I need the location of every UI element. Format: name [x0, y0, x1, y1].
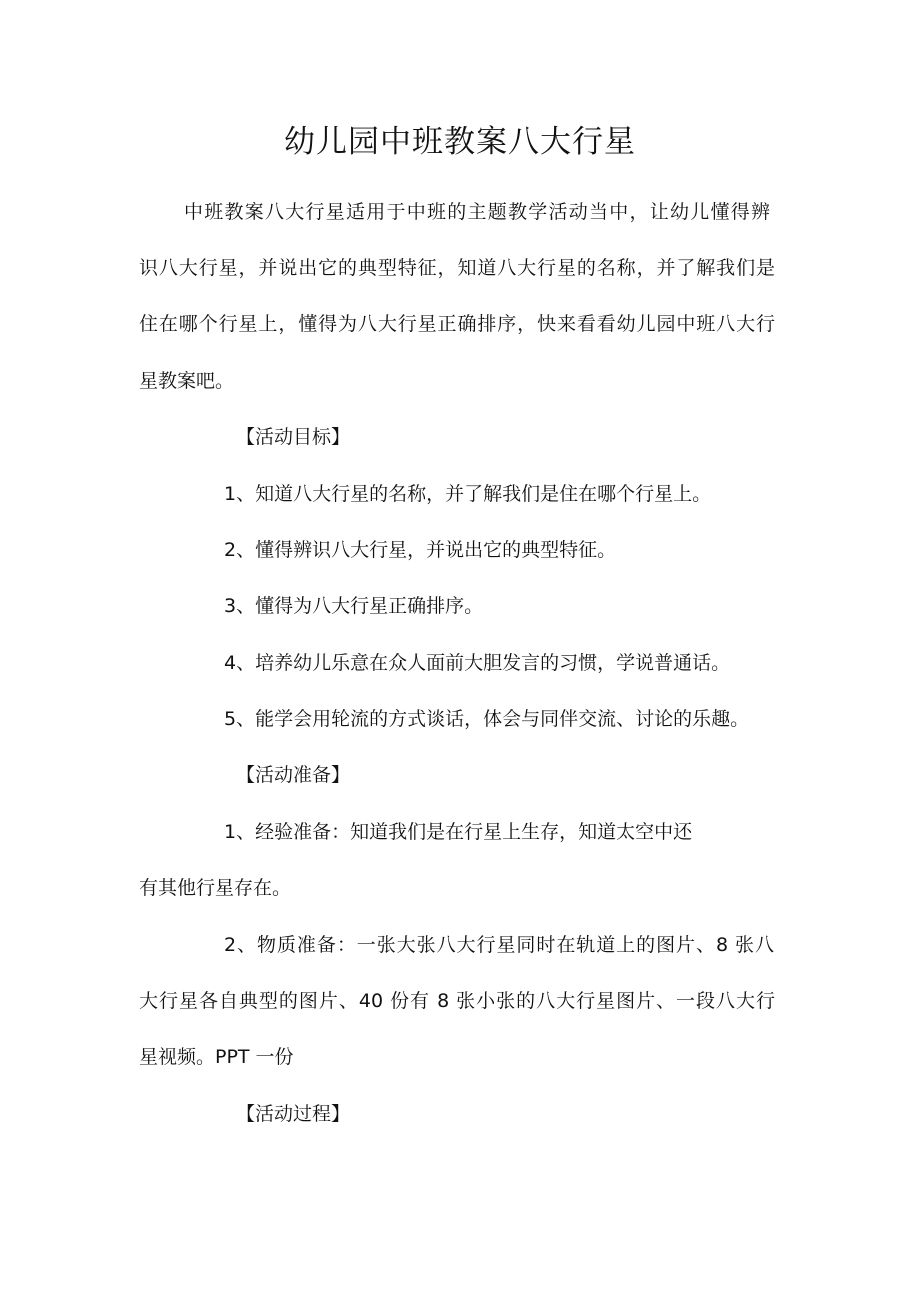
prep-line-5: 星视频。PPT 一份 [139, 1046, 294, 1068]
goals-heading: 【活动目标】 [236, 426, 351, 448]
prep-line-3: 2、物质准备：一张大张八大行星同时在轨道上的图片、8 张八 [224, 934, 774, 956]
intro-line-3: 住在哪个行星上，懂得为八大行星正确排序，快来看看幼儿园中班八大行 [139, 313, 775, 335]
prep-line-1: 1、经验准备：知道我们是在行星上生存，知道太空中还 [224, 821, 693, 843]
intro-line-1: 中班教案八大行星适用于中班的主题教学活动当中，让幼儿懂得辨 [184, 201, 770, 223]
prep-line-4: 大行星各自典型的图片、40 份有 8 张小张的八大行星图片、一段八大行 [139, 990, 775, 1012]
goal-item-3: 3、懂得为八大行星正确排序。 [224, 595, 484, 617]
intro-line-4: 星教案吧。 [139, 370, 235, 392]
prep-heading: 【活动准备】 [236, 764, 351, 786]
goal-item-4: 4、培养幼儿乐意在众人面前大胆发言的习惯，学说普通话。 [224, 652, 731, 674]
goal-item-2: 2、懂得辨识八大行星，并说出它的典型特征。 [224, 539, 617, 561]
goal-item-5: 5、能学会用轮流的方式谈话，体会与同伴交流、讨论的乐趣。 [224, 708, 750, 730]
prep-line-2: 有其他行星存在。 [139, 877, 292, 899]
process-heading: 【活动过程】 [236, 1103, 351, 1125]
document-title: 幼儿园中班教案八大行星 [284, 124, 636, 160]
goal-item-1: 1、知道八大行星的名称，并了解我们是住在哪个行星上。 [224, 483, 712, 505]
intro-line-2: 识八大行星，并说出它的典型特征，知道八大行星的名称，并了解我们是 [139, 257, 775, 279]
